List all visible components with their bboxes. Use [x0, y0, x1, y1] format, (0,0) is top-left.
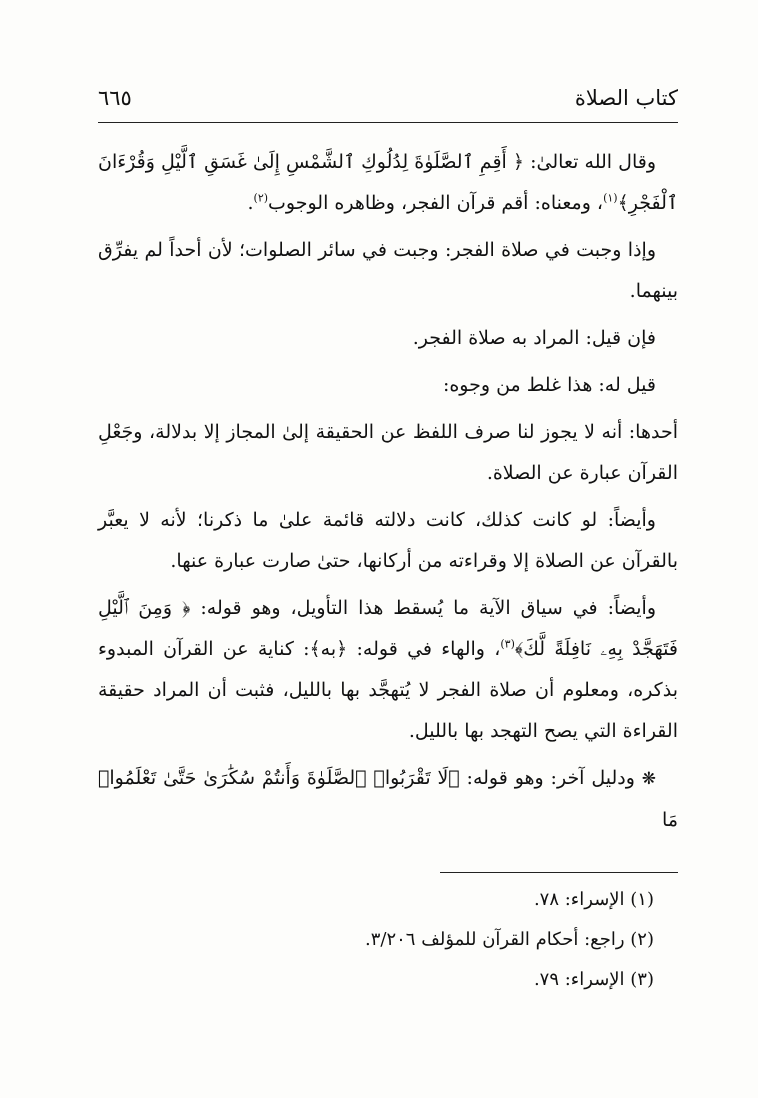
paragraph-8 [98, 758, 678, 841]
footnote-1: (١) الإسراء: ٧٨. [533, 889, 654, 910]
quoted-word: ﴿به﴾ [309, 638, 348, 660]
paragraph-6: وأيضاً: لو كانت كذلك، كانت دلالته قائمة علىٰ ما ذكرنا؛ لأنه لا يعبَّر بالقرآن عن الصلاة إلا وقراءته من أركانها، حتىٰ صارت عبارة عنها. [98, 509, 678, 572]
p7-end: : كناية عن القرآن المبدوء بذكره، ومعلوم أن صلاة الفجر لا يُتهجَّد بها بالليل، فثبت أن المراد حقيقة القراءة التي يصح التهجد بها بالليل. [98, 638, 678, 742]
footnote-ref-2: (٢) [253, 191, 269, 205]
footnote-divider [440, 872, 678, 873]
paragraph-2: وإذا وجبت في صلاة الفجر: وجبت في سائر الصلوات؛ لأن أحداً لم يفرِّق بينهما. [98, 239, 678, 302]
header-divider [98, 122, 678, 123]
paragraph-4: قيل له: هذا غلط من وجوه: [442, 374, 656, 396]
quran-verse-3: ﴿لَا تَقْرَبُوا۟ ٱلصَّلَوٰةَ وَأَنتُمْ سُكَٰرَىٰ حَتَّىٰ تَعْلَمُوا۟ مَا [98, 767, 678, 831]
p7-lead: وأيضاً: في سياق الآية ما يُسقط هذا التأويل، وهو قوله: [190, 597, 657, 619]
chapter-title: كتاب الصلاة [574, 86, 678, 110]
page-number: ٦٦٥ [98, 86, 132, 110]
footnote-2: (٢) راجع: أحكام القرآن للمؤلف ٣/٢٠٦. [365, 929, 654, 950]
footnotes [98, 880, 678, 1000]
quran-verse-1: ﴿ أَقِمِ ٱلصَّلَوٰةَ لِدُلُوكِ ٱلشَّمْسِ إِلَىٰ غَسَقِ ٱلَّيْلِ وَقُرْءَانَ ٱلْفَجْرِ﴾ [98, 151, 678, 214]
p7-middle: ، والهاء في قوله: [347, 638, 501, 660]
page-header [98, 84, 678, 120]
p8-lead: ودليل آخر: وهو قوله: [459, 767, 642, 789]
footnote-ref-3: (٣) [500, 637, 515, 651]
footnote-ref-1: (١) [603, 191, 618, 205]
paragraph-7 [98, 588, 678, 752]
p1-lead: وقال الله تعالىٰ: [524, 151, 656, 173]
paragraph-3: فإن قيل: المراد به صلاة الفجر. [412, 327, 656, 349]
p1-end: . [247, 192, 254, 214]
footnote-3: (٣) الإسراء: ٧٩. [533, 969, 654, 990]
main-text [98, 142, 678, 847]
quran-verse-2: ﴿ وَمِنَ ٱلَّيْلِ فَتَهَجَّدْ بِهِۦ نَافِلَةً لَّكَ﴾ [98, 597, 678, 660]
paragraph-1 [98, 142, 678, 224]
p1-middle: ، ومعناه: أقم قرآن الفجر، وظاهره الوجوب [268, 192, 604, 214]
star-ornament-icon: ❋ [641, 769, 656, 789]
paragraph-5: أحدها: أنه لا يجوز لنا صرف اللفظ عن الحقيقة إلىٰ المجاز إلا بدلالة، وجَعْلِ القرآن عبارة عن الصلاة. [98, 421, 678, 484]
